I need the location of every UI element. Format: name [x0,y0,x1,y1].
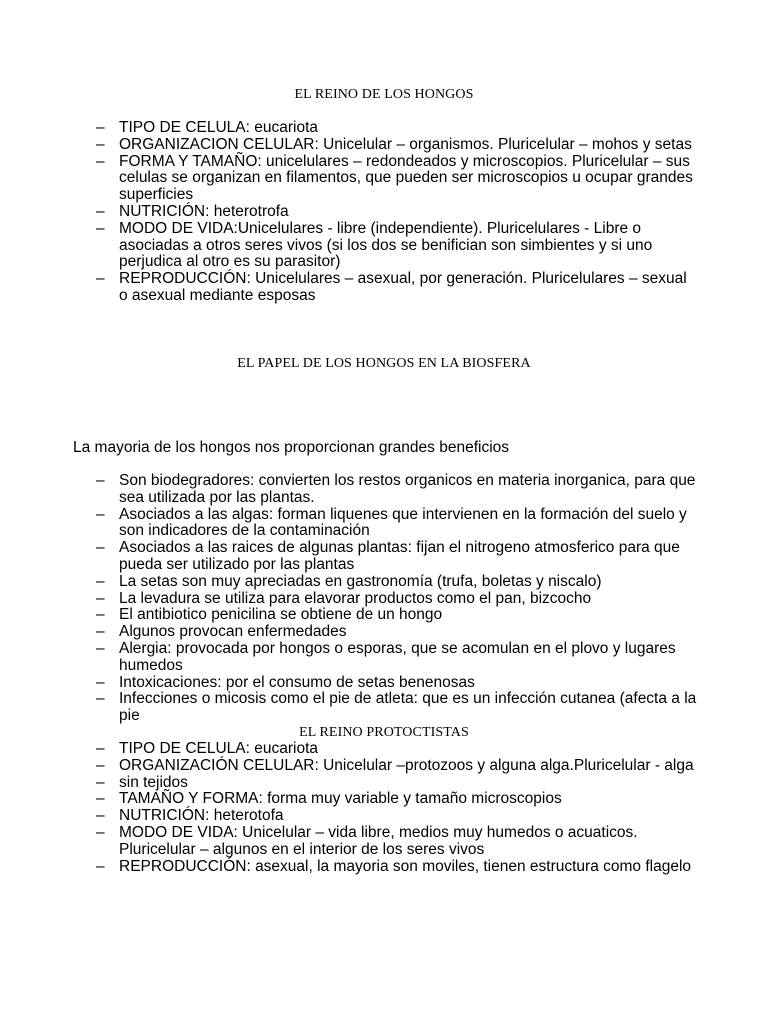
list-biosfera [0,473,768,725]
bullet-dash: – [96,857,105,875]
list-item: – ORGANIZACION CELULAR: Unicelular – organismos. Pluricelular – mohos y setas [96,135,692,153]
bullet-dash: – [96,135,105,153]
list-item: – REPRODUCCIÓN: Unicelulares – asexual, por generación. Pluricelulares – sexual o asexual mediante esposas [96,270,687,304]
bullet-dash: – [96,119,105,136]
list-item: – NUTRICIÓN: heterotofa [96,807,284,825]
bullet-dash: – [96,219,105,237]
list-item: – Alergia: provocada por hongos o esporas, que se acomulan en el plovo y lugares humedos [96,639,676,674]
bullet-dash: – [96,623,105,641]
bullet-dash: – [96,270,105,288]
bullet-dash: – [96,589,105,607]
bullet-dash: – [96,202,105,220]
bullet-dash: – [96,572,105,590]
list-hongos [0,120,768,305]
list-item: – MODO DE VIDA:Unicelulares - libre (independiente). Pluricelulares - Libre o asociadas a otros seres vivos (si los dos se benifician son simbientes y si uno perjudica al otro es su parasitor) [96,219,653,271]
list-item: – Algunos provocan enfermedades [96,623,347,641]
list-item: – TAMAÑO Y FORMA: forma muy variable y tamaño microscopios [96,790,562,808]
list-item: – La levadura se utiliza para elavorar productos como el pan, bizcocho [96,589,592,607]
list-protoctistas [0,741,768,875]
section-title-biosfera: EL PAPEL DE LOS HONGOS EN LA BIOSFERA [237,356,531,371]
list-item: – ORGANIZACIÓN CELULAR: Unicelular –protozoos y alguna alga.Pluricelular - alga [96,756,694,774]
list-item: – NUTRICIÓN: heterotrofa [96,202,289,220]
list-item: – Intoxicaciones: por el consumo de setas benenosas [96,673,475,691]
bullet-dash: – [96,673,105,691]
list-item: – Son biodegradores: convierten los restos organicos en materia inorganica, para que sea utilizada por las plantas. [96,472,696,506]
bullet-dash: – [96,472,105,489]
intro-paragraph: La mayoria de los hongos nos proporcionan grandes beneficios [73,439,510,456]
list-item: – TIPO DE CELULA: eucariota [96,119,318,136]
bullet-dash: – [96,773,105,791]
bullet-dash: – [96,539,105,557]
list-item: – Infecciones o micosis como el pie de atleta: que es un infección cutanea (afecta a la pie [96,690,697,725]
list-item: – REPRODUCCIÓN: asexual, la mayoria son moviles, tienen estructura como flagelo [96,857,692,875]
bullet-dash: – [96,807,105,825]
bullet-dash: – [96,690,105,708]
list-item: – MODO DE VIDA: Unicelular – vida libre, medios muy humedos o acuaticos. Pluricelular – algunos en el interior de los seres vivos [96,823,638,858]
bullet-dash: – [96,790,105,808]
list-item: – La setas son muy apreciadas en gastronomía (trufa, boletas y niscalo) [96,572,602,590]
section-title-hongos: EL REINO DE LOS HONGOS [294,87,474,102]
bullet-dash: – [96,505,105,523]
list-item: – El antibiotico penicilina se obtiene de un hongo [96,606,443,624]
list-item: – FORMA Y TAMAÑO: unicelulares – redondeados y microscopios. Pluricelular – sus celulas se organizan en filamentos, que pueden ser microscopios u ocupar grandes superficies [96,152,693,204]
list-item: – Asociados a las algas: forman liquenes que intervienen en la formación del suelo y son indicadores de la contaminación [96,505,687,540]
bullet-dash: – [96,606,105,624]
bullet-dash: – [96,756,105,774]
section-title-protoctistas: EL REINO PROTOCTISTAS [299,725,469,740]
list-item: – TIPO DE CELULA: eucariota [96,740,318,757]
bullet-dash: – [96,823,105,841]
bullet-dash: – [96,639,105,657]
bullet-dash: – [96,152,105,170]
list-item: – Asociados a las raices de algunas plantas: fijan el nitrogeno atmosferico para que pueda ser utilizado por las plantas [96,539,680,573]
list-item: – sin tejidos [96,773,188,791]
bullet-dash: – [96,740,105,757]
